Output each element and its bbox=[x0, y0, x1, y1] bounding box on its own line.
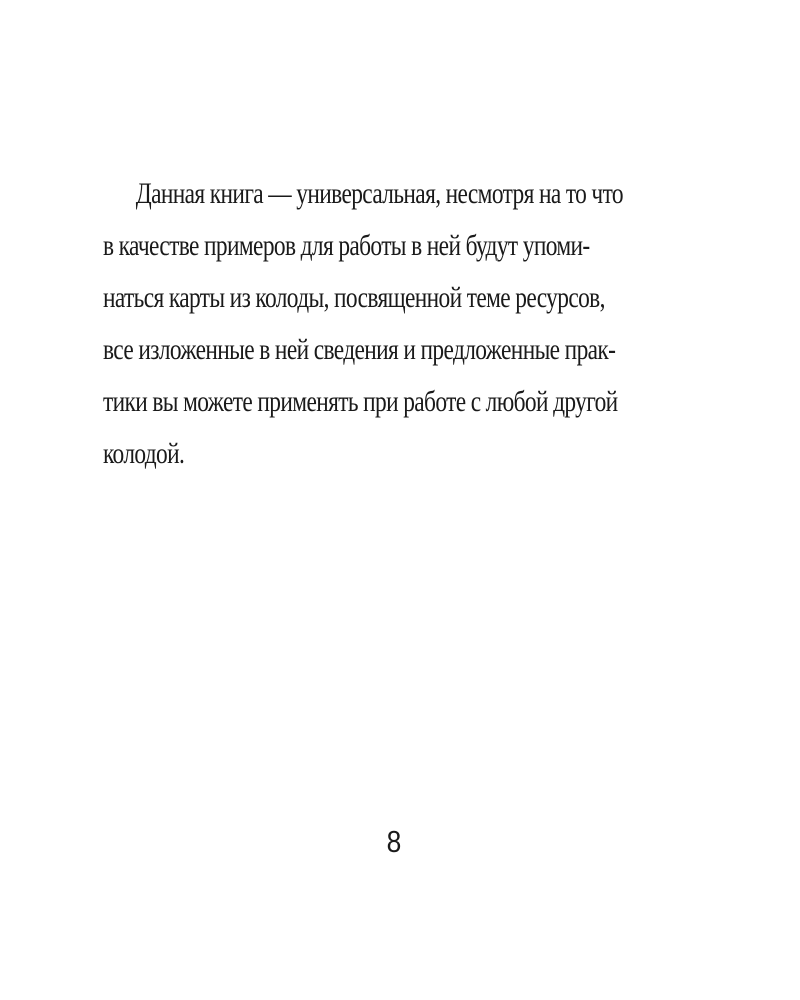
page-number: 8 bbox=[386, 824, 402, 859]
paragraph-line: наться карты из колоды, посвященной теме ресурсов, bbox=[103, 281, 605, 314]
paragraph-line: Данная книга — универсальная, несмотря на то что bbox=[135, 177, 623, 210]
paragraph-line: тики вы можете применять при работе с любой другой bbox=[103, 385, 618, 418]
paragraph-line: в качестве примеров для работы в ней будут упоми- bbox=[103, 229, 590, 262]
body-paragraph bbox=[103, 168, 693, 480]
paragraph-line: колодой. bbox=[103, 437, 185, 470]
paragraph-line: все изложенные в ней сведения и предложенные прак- bbox=[103, 333, 616, 366]
